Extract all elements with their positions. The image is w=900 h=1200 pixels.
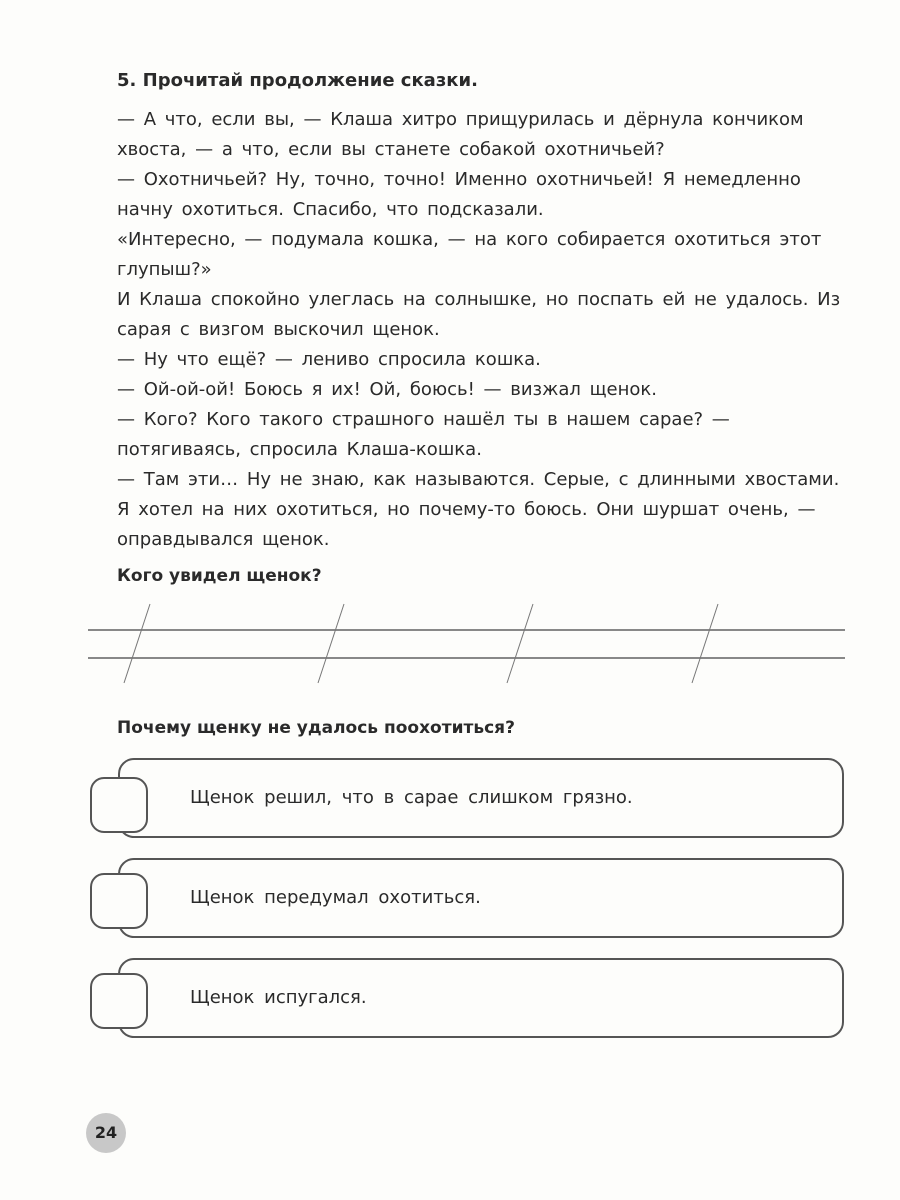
- answer-option-1[interactable]: [118, 758, 844, 838]
- page-number: 24: [86, 1113, 126, 1153]
- option-checkbox-2[interactable]: [90, 873, 148, 929]
- story-paragraph: — Ой-ой-ой! Боюсь я их! Ой, боюсь! — визжал щенок.: [117, 379, 658, 400]
- slant-guide: [507, 604, 533, 683]
- story-paragraph: «Интересно, — подумала кошка, — на кого собирается охотиться этот глупыш?»: [117, 229, 822, 280]
- story-paragraph: — Ну что ещё? — лениво спросила кошка.: [117, 349, 541, 370]
- story-paragraph: И Клаша спокойно улеглась на солнышке, но поспать ей не удалось. Из сарая с визгом выскочил щенок.: [117, 289, 841, 340]
- question-why: Почему щенку не удалось поохотиться?: [117, 718, 515, 738]
- story-paragraph: — Охотничьей? Ну, точно, точно! Именно охотничьей! Я немедленно начну охотиться. Спасибо, что подсказали.: [117, 169, 801, 220]
- slant-guide: [318, 604, 344, 683]
- option-checkbox-3[interactable]: [90, 973, 148, 1029]
- slant-guide: [124, 604, 150, 683]
- task-title: 5. Прочитай продолжение сказки.: [117, 70, 478, 91]
- option-label: Щенок испугался.: [190, 987, 367, 1008]
- answer-option-2[interactable]: [118, 858, 844, 938]
- story-paragraph: — Кого? Кого такого страшного нашёл ты в нашем сарае? — потягиваясь, спросила Клаша-кошка.: [117, 409, 730, 460]
- question-who: Кого увидел щенок?: [117, 566, 322, 586]
- option-label: Щенок передумал охотиться.: [190, 887, 481, 908]
- slant-guide: [692, 604, 718, 683]
- option-checkbox-1[interactable]: [90, 777, 148, 833]
- story-paragraph: — А что, если вы, — Клаша хитро прищурилась и дёрнула кончиком хвоста, — а что, если вы станете собакой охотничьей?: [117, 109, 804, 160]
- option-label: Щенок решил, что в сарае слишком грязно.: [190, 787, 633, 808]
- answer-option-3[interactable]: [118, 958, 844, 1038]
- story-paragraph: — Там эти… Ну не знаю, как называются. Серые, с длинными хвостами. Я хотел на них охотиться, но почему-то боюсь. Они шуршат очень, — оправдывался щенок.: [117, 469, 840, 550]
